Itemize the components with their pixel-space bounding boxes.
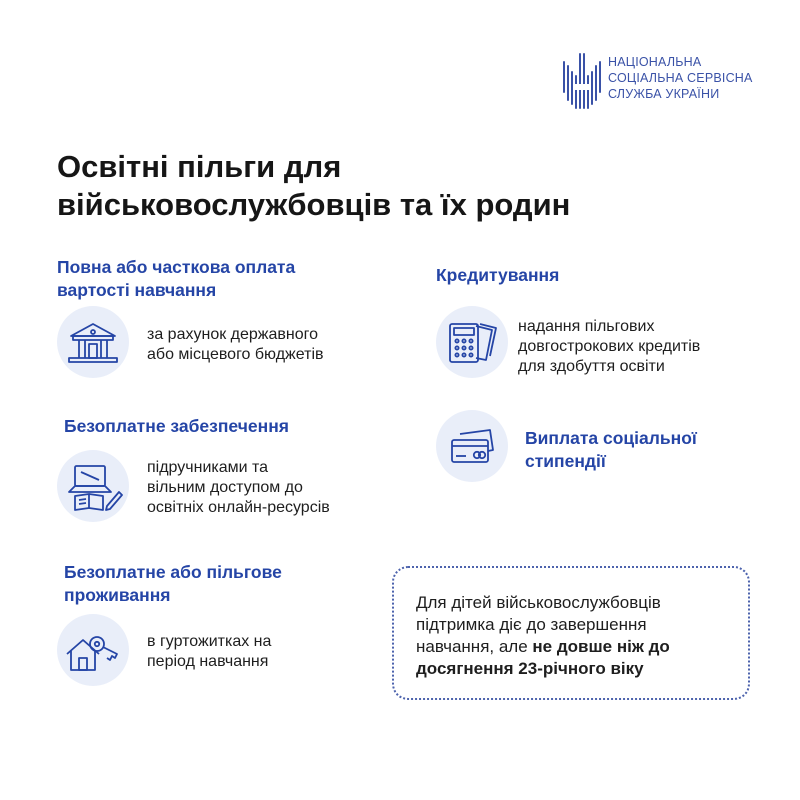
housing-text-line-2: період навчання <box>147 653 269 670</box>
logo-text <box>608 54 753 102</box>
free-supply-heading <box>64 415 289 438</box>
free-supply-text-line-2: вільним доступом до <box>147 479 303 496</box>
nsss-logo <box>560 48 770 110</box>
credit-text-line-1: надання пільгових <box>518 318 655 335</box>
stipend-heading <box>525 427 697 473</box>
calculator-documents-icon <box>436 306 508 378</box>
house-key-icon <box>57 614 129 686</box>
free-supply-icon-circle <box>57 450 129 522</box>
credit-text-line-3: для здобуття освіти <box>518 358 665 375</box>
bank-cards-icon <box>436 410 508 482</box>
free-supply-description <box>147 458 330 518</box>
tuition-text-line-1: за рахунок державного <box>147 326 319 343</box>
tuition-heading-line-2: вартості навчання <box>57 280 217 300</box>
housing-heading-line-1: Безоплатне або пільгове <box>64 562 282 582</box>
logo-line-1: НАЦІОНАЛЬНА <box>608 55 702 69</box>
note-line-3-regular: навчання, але <box>416 637 533 656</box>
housing-description <box>147 632 271 672</box>
note-line-2: підтримка діє до завершення <box>416 615 647 634</box>
tuition-heading-line-1: Повна або часткова оплата <box>57 257 296 277</box>
note-line-3 <box>416 636 670 658</box>
stipend-icon-circle <box>436 410 508 482</box>
stipend-heading-line-1: Виплата соціальної <box>525 428 697 448</box>
note-text <box>416 592 670 680</box>
free-supply-text-line-3: освітніх онлайн-ресурсів <box>147 499 330 516</box>
housing-heading <box>64 561 282 607</box>
trident-emblem-icon <box>560 48 604 110</box>
tuition-text-line-2: або місцевого бюджетів <box>147 346 324 363</box>
credit-icon-circle <box>436 306 508 378</box>
housing-heading-line-2: проживання <box>64 585 171 605</box>
logo-line-3: СЛУЖБА УКРАЇНИ <box>608 87 720 101</box>
university-building-icon <box>57 306 129 378</box>
tuition-icon-circle <box>57 306 129 378</box>
credit-heading <box>436 264 559 287</box>
note-line-3-bold: не довше ніж до <box>532 637 670 656</box>
note-line-4-bold: досягнення 23-річного віку <box>416 659 644 678</box>
stipend-heading-line-2: стипендії <box>525 451 606 471</box>
credit-heading-line-1: Кредитування <box>436 265 560 285</box>
housing-text-line-1: в гуртожитках на <box>147 633 272 650</box>
free-supply-text-line-1: підручниками та <box>147 459 269 476</box>
page-title-line-2: військовослужбовців та їх родин <box>57 187 571 222</box>
tuition-heading <box>57 256 295 302</box>
logo-line-2: СОЦІАЛЬНА СЕРВІСНА <box>608 71 753 85</box>
note-line-4 <box>416 658 670 680</box>
free-supply-heading-line-1: Безоплатне забезпечення <box>64 416 289 436</box>
credit-text-line-2: довгострокових кредитів <box>518 338 701 355</box>
tuition-description <box>147 325 324 365</box>
housing-icon-circle <box>57 614 129 686</box>
credit-description <box>518 317 700 377</box>
age-limit-note <box>392 566 750 700</box>
page-title-line-1: Освітні пільги для <box>57 149 342 184</box>
laptop-book-icon <box>57 450 129 522</box>
note-line-1: Для дітей військовослужбовців <box>416 593 661 612</box>
page-title <box>57 148 570 224</box>
